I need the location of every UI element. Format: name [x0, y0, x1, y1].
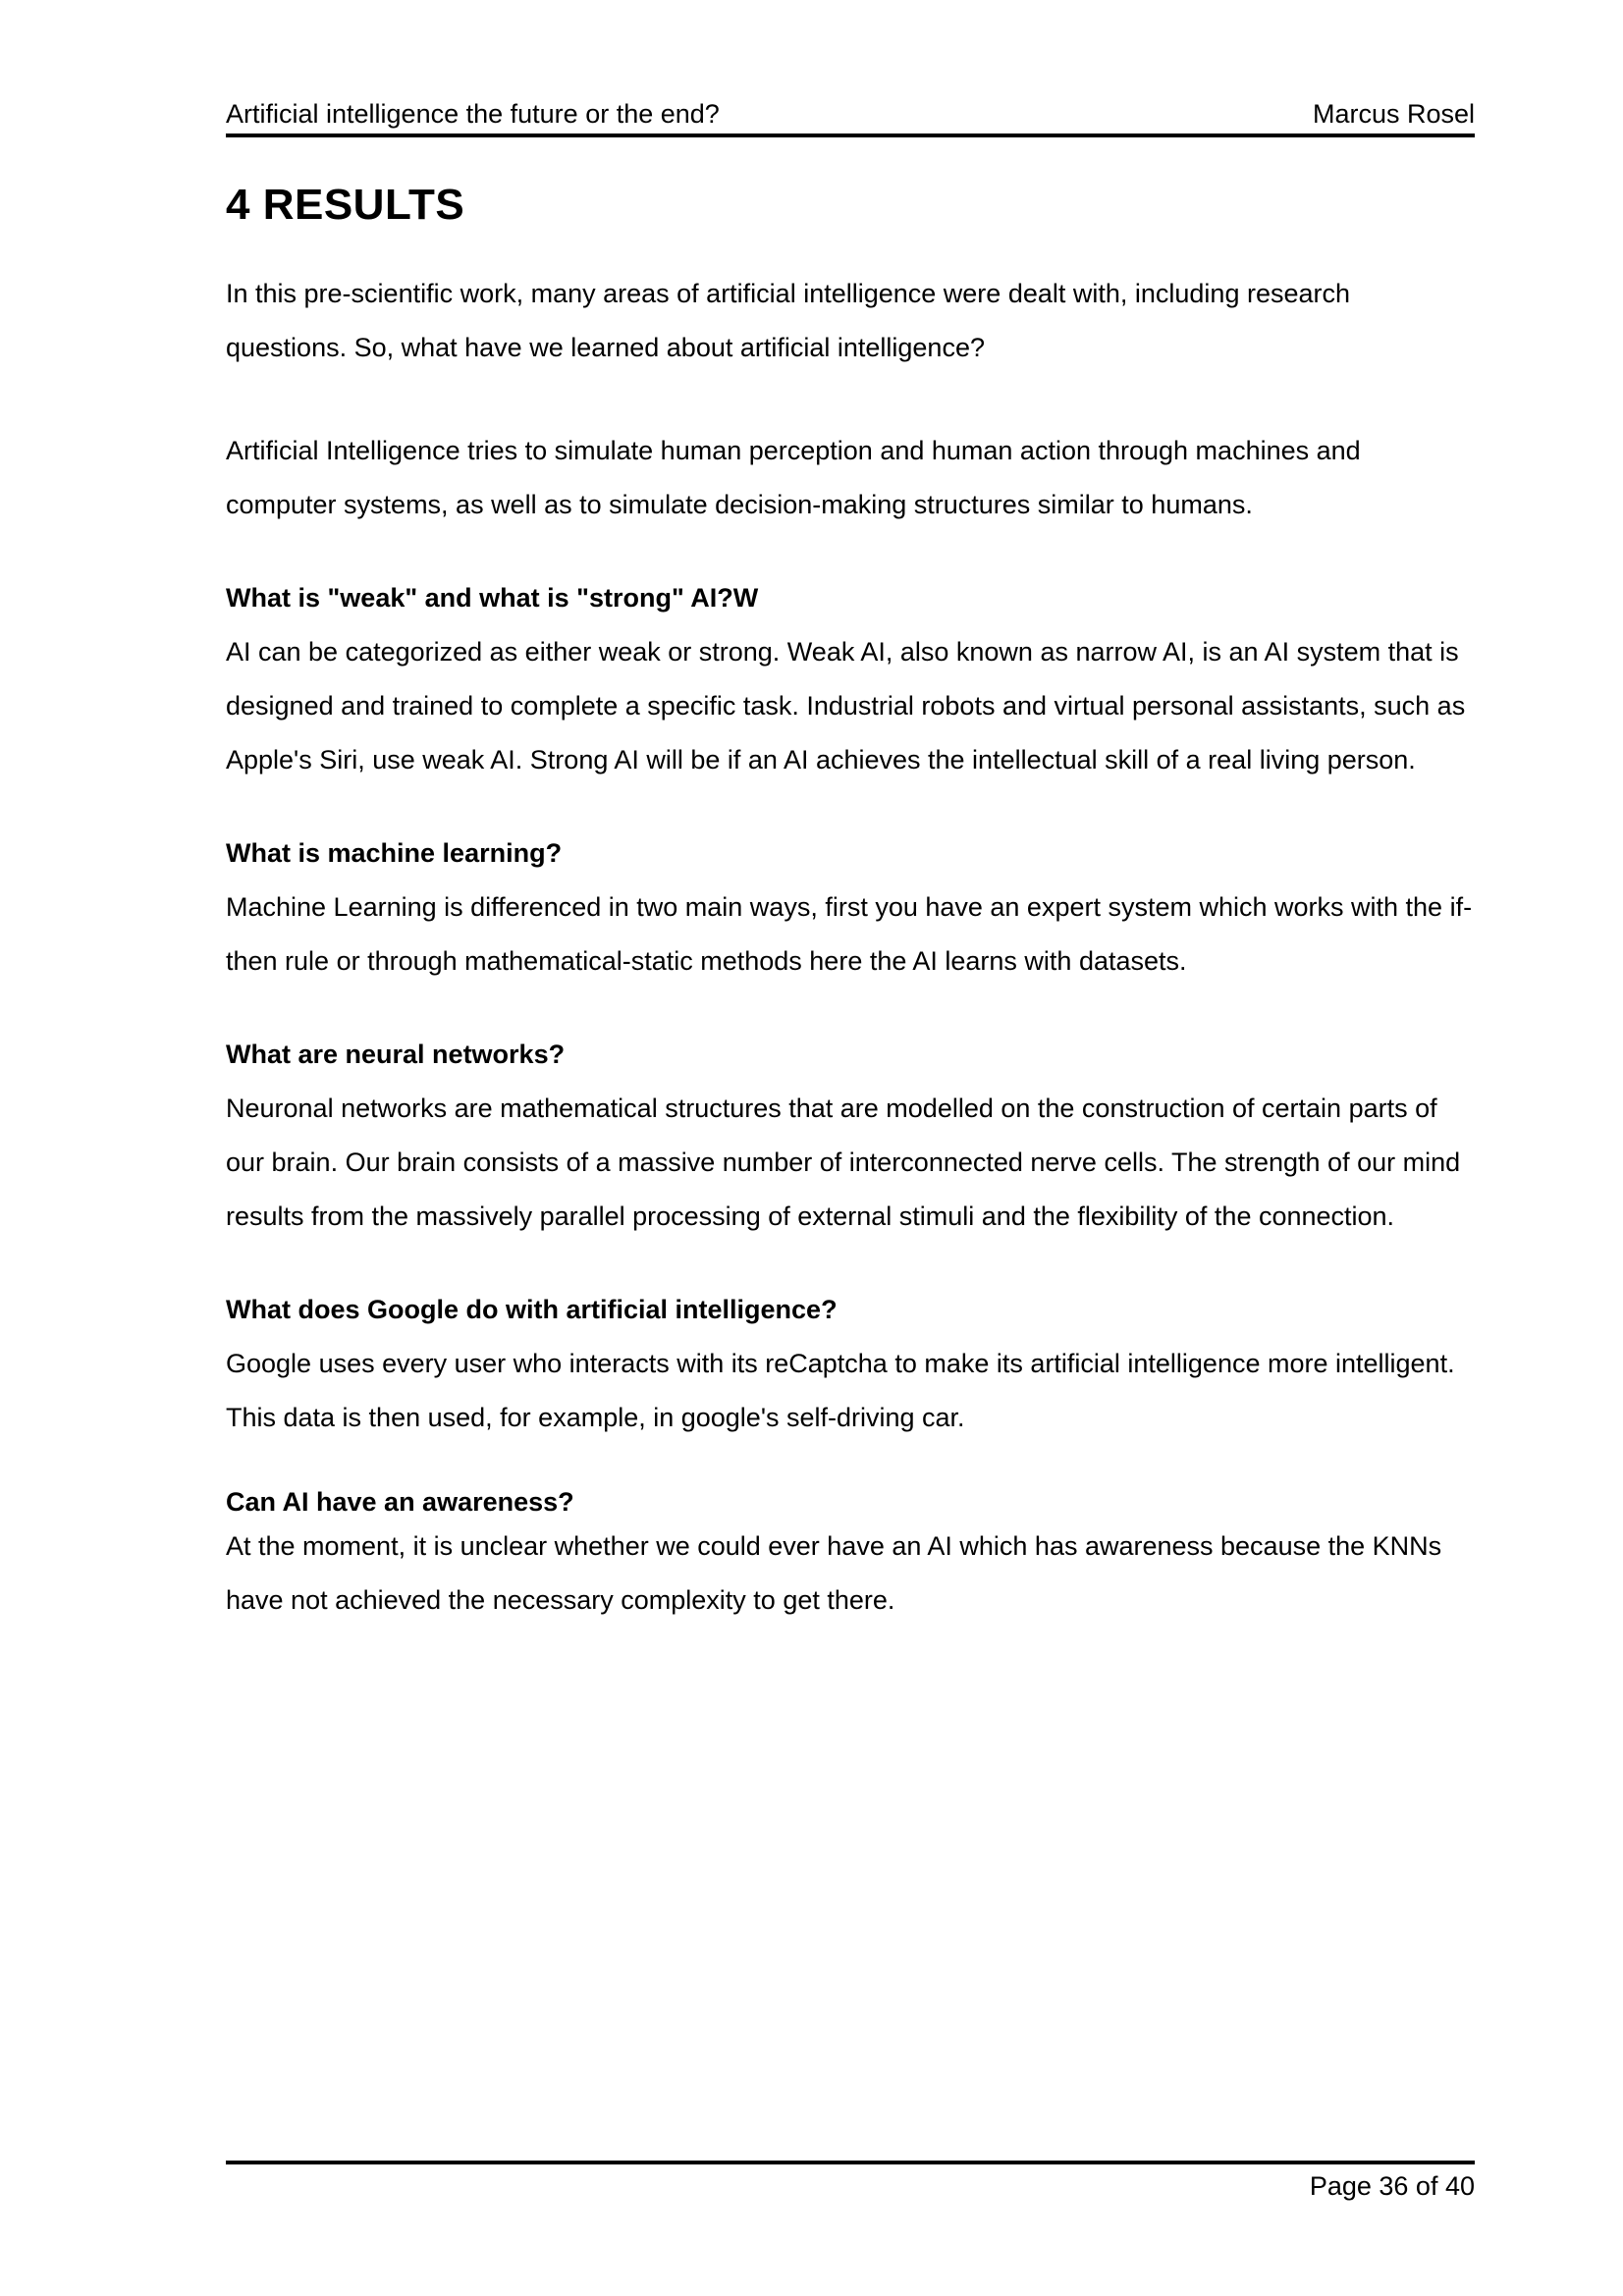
section-weak-strong-ai: [226, 571, 1475, 787]
section-heading: What is machine learning?: [226, 838, 563, 868]
header-running-title: Artificial intelligence the future or the end?: [226, 99, 720, 129]
section-body: Machine Learning is differenced in two main ways, first you have an expert system which works with the if-then rule or through mathematical-static methods here the AI learns with datasets.: [226, 892, 1473, 976]
section-body: Neuronal networks are mathematical structures that are modelled on the construction of certain parts of our brain. Our brain consists of a massive number of interconnected nerve cells. The strength of our mind results from the massively parallel processing of external stimuli and the flexibility of the connection.: [226, 1094, 1461, 1231]
section-body: At the moment, it is unclear whether we could ever have an AI which has awareness because the KNNs have not achieved the necessary complexity to get there.: [226, 1531, 1442, 1615]
page-content: [226, 0, 1475, 1628]
page-title: 4 RESULTS: [226, 181, 465, 229]
section-body: Google uses every user who interacts with its reCaptcha to make its artificial intelligence more intelligent. This data is then used, for example, in google's self-driving car.: [226, 1349, 1455, 1432]
section-body: AI can be categorized as either weak or strong. Weak AI, also known as narrow AI, is an AI system that is designed and trained to complete a specific task. Industrial robots and virtual personal assistants, such as Apple's Siri, use weak AI. Strong AI will be if an AI achieves the intellectual skill of a real living person.: [226, 637, 1466, 774]
page-footer: [226, 2161, 1475, 2206]
section-heading: What is "weak" and what is "strong" AI?W: [226, 583, 759, 613]
page-number: Page 36 of 40: [1309, 2171, 1475, 2201]
section-machine-learning: [226, 827, 1475, 988]
page-header: [226, 99, 1475, 137]
section-heading: What does Google do with artificial intelligence?: [226, 1295, 838, 1324]
section-neural-networks: [226, 1028, 1475, 1244]
intro-paragraph: Artificial Intelligence tries to simulate human perception and human action through machines and computer systems, as well as to simulate decision-making structures similar to humans.: [226, 436, 1361, 519]
section-ai-awareness: [226, 1484, 1475, 1628]
section-google-ai: [226, 1283, 1475, 1445]
header-author: Marcus Rosel: [1312, 99, 1475, 129]
section-heading: What are neural networks?: [226, 1040, 566, 1069]
section-heading: Can AI have an awareness?: [226, 1487, 574, 1517]
intro-paragraph: In this pre-scientific work, many areas of artificial intelligence were dealt with, including research questions. So, what have we learned about artificial intelligence?: [226, 279, 1351, 362]
